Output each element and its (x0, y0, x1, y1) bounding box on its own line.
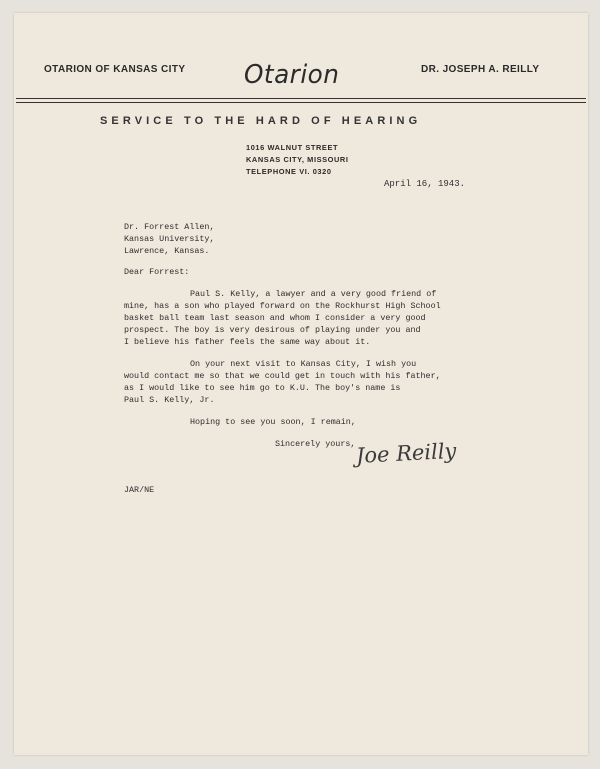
recipient-line: Dr. Forrest Allen, (124, 222, 215, 232)
paragraph-line: On your next visit to Kansas City, I wish you (190, 359, 417, 369)
letterhead-rule-top (16, 98, 586, 99)
salutation: Dear Forrest: (124, 267, 190, 277)
paragraph-line: would contact me so that we could get in touch with his father, (124, 371, 441, 381)
address-line: KANSAS CITY, MISSOURI (246, 155, 349, 164)
letterhead-rule-bottom (16, 102, 586, 103)
typist-initials: JAR/NE (124, 485, 155, 495)
handwritten-signature: Joe Reilly (355, 438, 457, 468)
otarion-logo: Otarion (244, 60, 340, 90)
paragraph-line: I believe his father feels the same way about it. (124, 337, 371, 347)
letterhead-right-text: DR. JOSEPH A. REILLY (421, 64, 540, 75)
paragraph-line: mine, has a son who played forward on the Rockhurst High School (124, 301, 441, 311)
closing-line: Hoping to see you soon, I remain, (190, 417, 356, 427)
paragraph-line: Paul S. Kelly, a lawyer and a very good friend of (190, 289, 437, 299)
letterhead-tagline: SERVICE TO THE HARD OF HEARING (100, 115, 422, 127)
paragraph-line: Paul S. Kelly, Jr. (124, 395, 215, 405)
paragraph-line: as I would like to see him go to K.U. The boy's name is (124, 383, 401, 393)
paragraph-line: prospect. The boy is very desirous of playing under you and (124, 325, 421, 335)
letter-date: April 16, 1943. (384, 179, 466, 189)
address-line: TELEPHONE VI. 0320 (246, 167, 332, 176)
paragraph-line: basket ball team last season and whom I consider a very good (124, 313, 426, 323)
address-line: 1016 WALNUT STREET (246, 143, 339, 152)
letterhead-left-text: OTARION OF KANSAS CITY (44, 64, 186, 75)
recipient-line: Kansas University, (124, 234, 215, 244)
recipient-line: Lawrence, Kansas. (124, 246, 210, 256)
complimentary-close: Sincerely yours, (275, 439, 356, 449)
